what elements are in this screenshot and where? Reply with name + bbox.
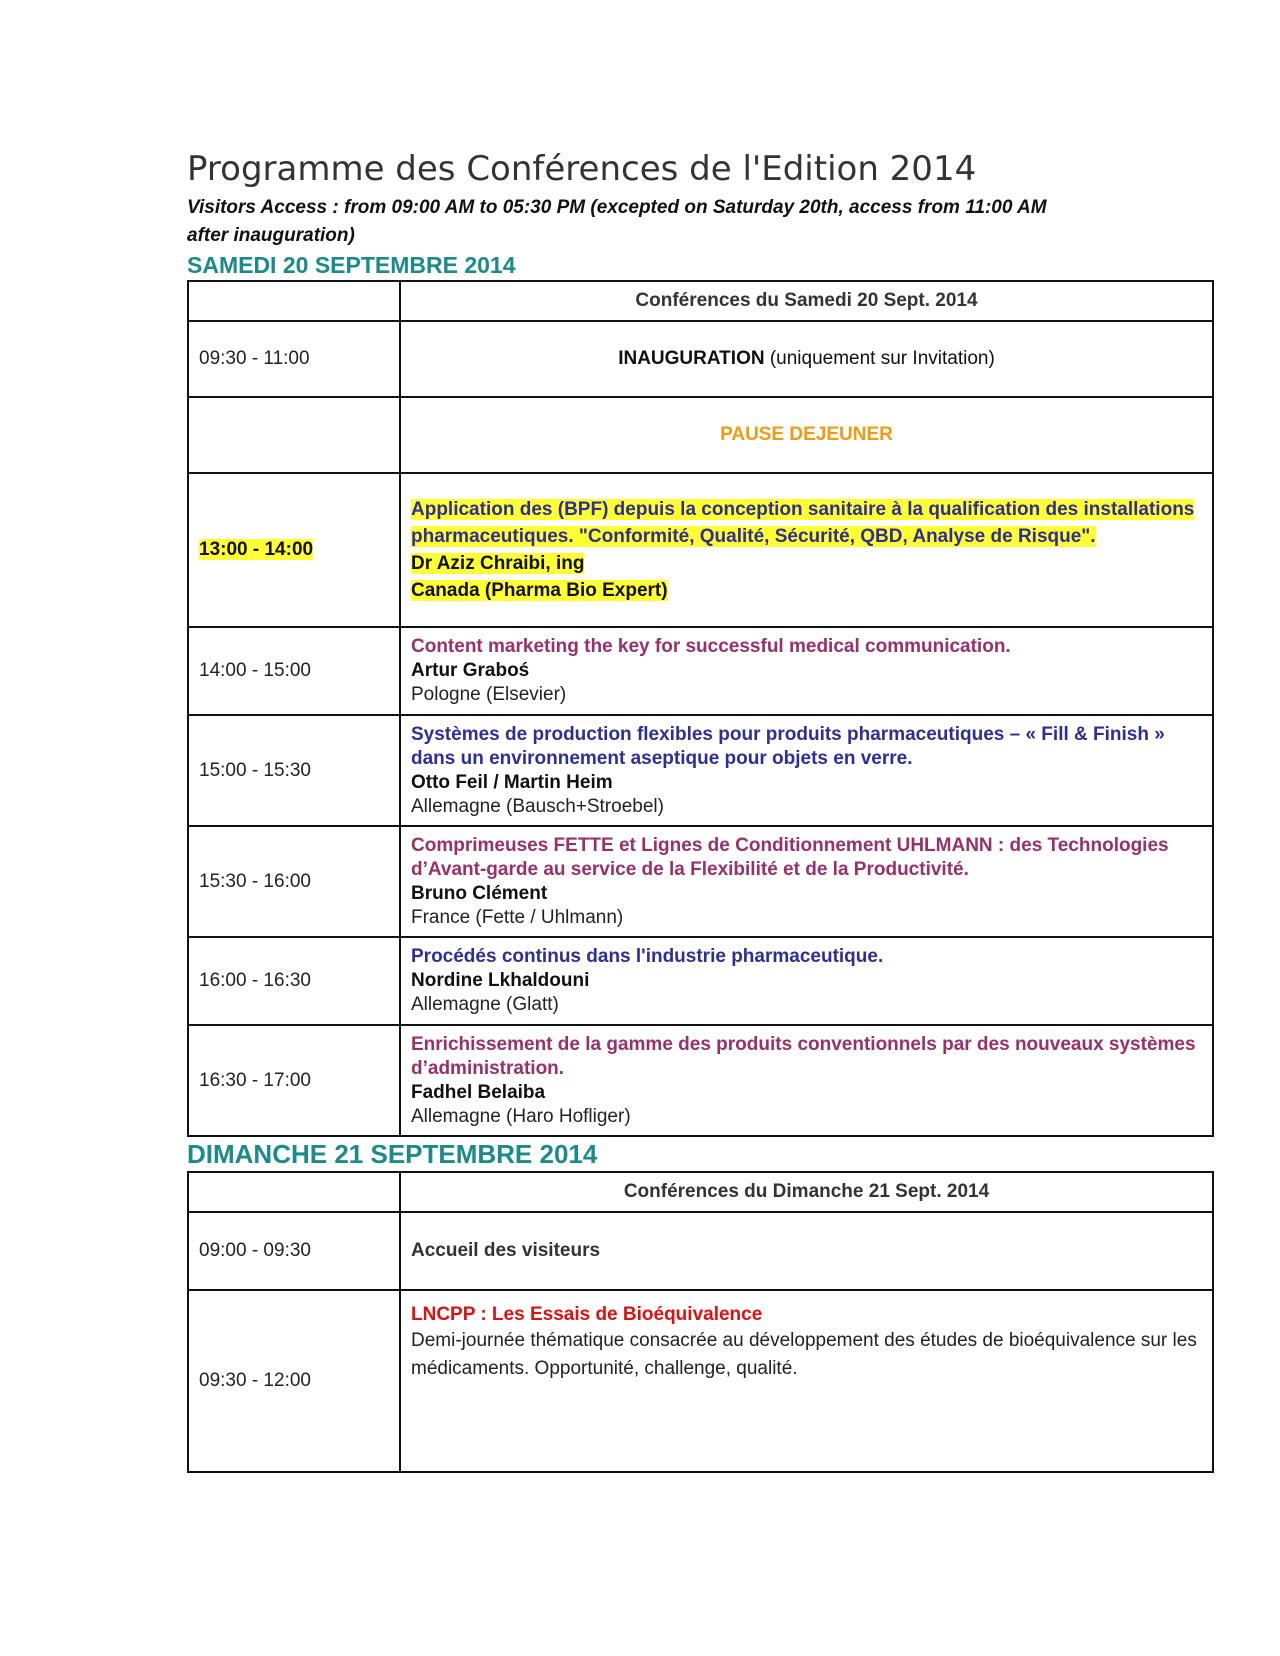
- day2-table-title: Conférences du Dimanche 21 Sept. 2014: [400, 1172, 1213, 1212]
- session-title: Systèmes de production flexibles pour produits pharmaceutiques – « Fill & Finish » dans un environnement aseptique pour objets en verre.: [411, 723, 1165, 769]
- session-organization: Pologne (Elsevier): [411, 684, 567, 705]
- session-speaker: Otto Feil / Martin Heim: [411, 771, 613, 793]
- table-row: [188, 1212, 1213, 1290]
- session-title: Application des (BPF) depuis la conception sanitaire à la qualification des installations pharmaceutiques. "Conformité, Qualité, Sécurité, QBD, Analyse de Risque".: [411, 499, 1195, 547]
- session-time: 16:30 - 17:00: [188, 1025, 400, 1136]
- session-speaker: Dr Aziz Chraibi, ing: [411, 553, 585, 574]
- session-organization: Canada (Pharma Bio Expert): [411, 580, 668, 601]
- session-speaker: Bruno Clément: [411, 882, 548, 904]
- day1-schedule-table: [187, 280, 1214, 1137]
- session-time: 15:00 - 15:30: [188, 715, 400, 826]
- session-organization: Allemagne (Haro Hofliger): [411, 1105, 631, 1127]
- session-time: [188, 473, 400, 627]
- lunch-break-label: PAUSE DEJEUNER: [400, 397, 1213, 473]
- table-row: [188, 826, 1213, 937]
- day1-table-title: Conférences du Samedi 20 Sept. 2014: [400, 281, 1213, 321]
- session-time: 16:00 - 16:30: [188, 937, 400, 1025]
- inauguration-note: (uniquement sur Invitation): [764, 348, 995, 369]
- table-row: [188, 715, 1213, 826]
- day2-schedule-table: [187, 1171, 1214, 1473]
- session-title: Comprimeuses FETTE et Lignes de Conditionnement UHLMANN : des Technologies d’Avant-garde au service de la Flexibilité et de la Productivité.: [411, 834, 1169, 880]
- day2-heading: DIMANCHE 21 SEPTEMBRE 2014: [187, 1139, 598, 1169]
- session-time: 14:00 - 15:00: [188, 627, 400, 715]
- table-row: [188, 473, 1213, 627]
- session-title: Enrichissement de la gamme des produits conventionnels par des nouveaux systèmes d’administration.: [411, 1033, 1196, 1079]
- session-speaker: Fadhel Belaiba: [411, 1081, 546, 1103]
- session-time: 09:30 - 11:00: [188, 321, 400, 397]
- day1-heading: SAMEDI 20 SEPTEMBRE 2014: [187, 252, 516, 278]
- session-cell: [400, 473, 1213, 627]
- session-cell: [400, 1290, 1213, 1472]
- table-row: [188, 1290, 1213, 1472]
- header-empty-cell: [188, 281, 400, 321]
- session-time: 09:00 - 09:30: [188, 1212, 400, 1290]
- table-row: [188, 397, 1213, 473]
- inauguration-cell: [400, 321, 1213, 397]
- table-row: [188, 321, 1213, 397]
- table-header-row: [188, 1172, 1213, 1212]
- table-header-row: [188, 281, 1213, 321]
- session-title: Procédés continus dans l'industrie pharmaceutique.: [411, 946, 884, 967]
- table-row: [188, 937, 1213, 1025]
- pause-empty-cell: [188, 397, 400, 473]
- table-row: [188, 1025, 1213, 1136]
- session-description: Demi-journée thématique consacrée au développement des études de bioéquivalence sur les médicaments. Opportunité, challenge, qualité.: [411, 1330, 1197, 1379]
- session-speaker: Nordine Lkhaldouni: [411, 970, 590, 991]
- session-organization: Allemagne (Glatt): [411, 994, 559, 1015]
- session-organization: Allemagne (Bausch+Stroebel): [411, 795, 664, 817]
- session-cell: [400, 627, 1213, 715]
- session-cell: [400, 826, 1213, 937]
- highlighted-time: 13:00 - 14:00: [199, 539, 314, 560]
- document-page: [187, 146, 1214, 1473]
- session-cell: [400, 1025, 1213, 1136]
- session-time: 15:30 - 16:00: [188, 826, 400, 937]
- header-empty-cell: [188, 1172, 400, 1212]
- session-cell: [400, 715, 1213, 826]
- inauguration-label: INAUGURATION: [618, 348, 765, 369]
- table-row: [188, 627, 1213, 715]
- session-time: 09:30 - 12:00: [188, 1290, 400, 1472]
- page-title: Programme des Conférences de l'Edition 2014: [187, 149, 977, 189]
- session-cell: [400, 937, 1213, 1025]
- visitors-access-note: Visitors Access : from 09:00 AM to 05:30 PM (excepted on Saturday 20th, access from 11:00 AM after inauguration): [187, 197, 1047, 246]
- welcome-label: Accueil des visiteurs: [400, 1212, 1213, 1290]
- session-organization: France (Fette / Uhlmann): [411, 906, 624, 928]
- session-title: LNCPP : Les Essais de Bioéquivalence: [411, 1304, 763, 1325]
- session-speaker: Artur Graboś: [411, 660, 530, 681]
- session-title: Content marketing the key for successful medical communication.: [411, 636, 1011, 657]
